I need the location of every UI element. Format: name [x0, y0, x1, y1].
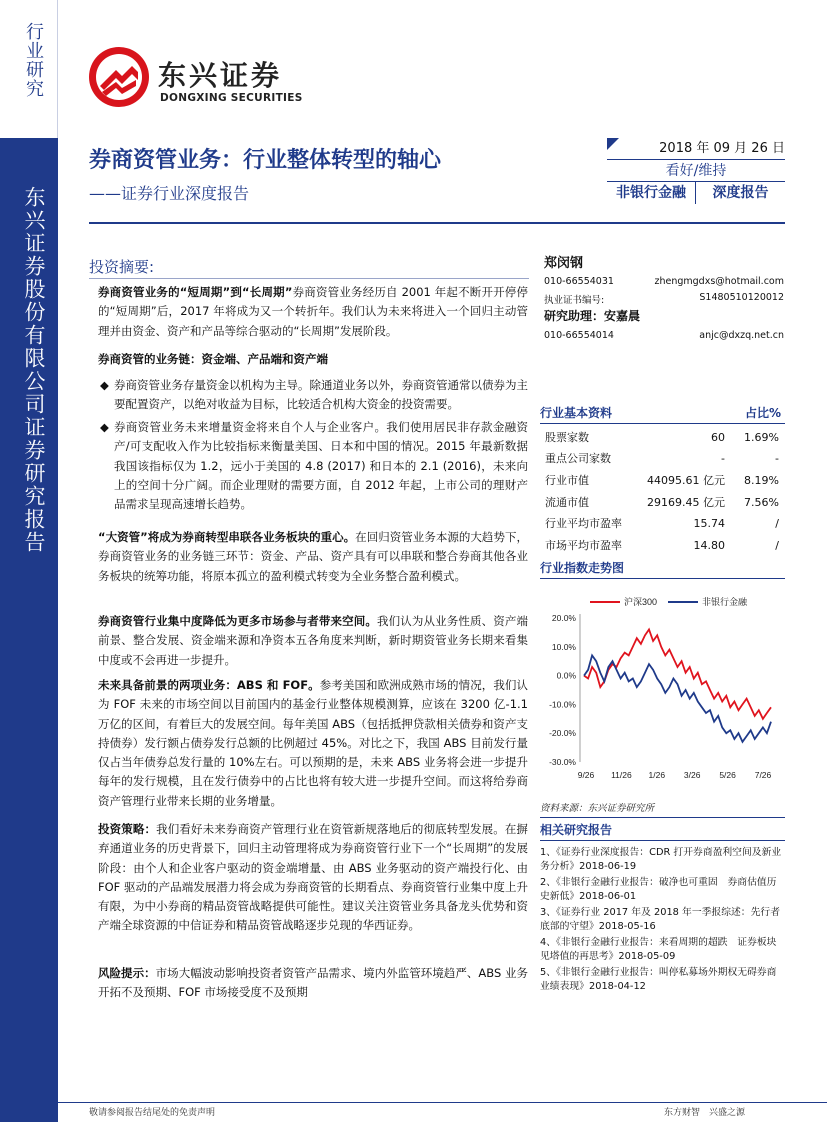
report-info-box	[607, 138, 785, 206]
table-row	[545, 470, 785, 491]
related-report-item[interactable]: 1、《证券行业深度报告：CDR 打开券商盈利空间及新业务分析》2018-06-19	[540, 847, 782, 872]
para-5-text: 参考美国和欧洲成熟市场的情况，我们认为 FOF 未来的市场空间以目前国内的基金行业整体规模测算，应该在 3200 亿-1.1 万亿的区间，有着巨大的发展空间。每年美国 ABS（包括抵押贷款相关债券和资产支持债券）发行额占债券发行总额的比例超过 45%。对比之下，我国 ABS 目前发行量仅占当年债券总发行量的 10%左右。可以预期的是，未来 ABS 业务将会进一步提升每年的发行规模，且在发行债券中的占比也将有较大进一步提升空间。而这将给券商资产管理行业带来长期的业务增量。	[98, 678, 528, 808]
abstract-divider	[89, 278, 529, 279]
abstract-para-2	[98, 350, 528, 369]
row-label: 流通市值	[545, 496, 589, 509]
para-7-bold: 风险提示：	[98, 966, 156, 980]
report-rating: 看好/维持	[607, 160, 785, 182]
related-report-item[interactable]: 3、《证券行业 2017 年及 2018 年一季报综述：先行者底部的守望》2018-05-16	[540, 907, 780, 932]
company-logo	[88, 46, 308, 110]
row-label: 行业平均市盈率	[545, 517, 622, 530]
para-5-bold: 未来具备前景的两项业务：ABS 和 FOF。	[98, 678, 320, 692]
para-4-bold: 券商资管行业集中度降低为更多市场参与者带来空间。	[98, 614, 377, 628]
table-row	[545, 513, 785, 534]
para-6-bold: 投资策略：	[98, 822, 157, 836]
row-label: 行业市值	[545, 474, 589, 487]
analyst-cert-row	[544, 292, 784, 306]
related-report-item[interactable]: 2、《非银行金融行业报告：破净也可重固 券商估值历史新低》2018-06-01	[540, 877, 777, 902]
abstract-heading: 投资摘要:	[89, 258, 155, 276]
abstract-para-6	[98, 820, 528, 936]
index-chart-svg	[540, 590, 785, 790]
y-tick-label: 10.0%	[551, 641, 576, 652]
related-report-item[interactable]: 5、《非银行金融行业报告：叫停私募场外期权无碍券商业绩表现》2018-04-12	[540, 967, 777, 992]
title-divider	[89, 222, 785, 224]
table-row	[545, 448, 785, 469]
logo-name: 东兴证券	[158, 59, 283, 92]
y-tick-label: 0.0%	[556, 670, 576, 681]
abstract-para-3	[98, 528, 528, 586]
row-value: 29169.45 亿元	[647, 496, 725, 509]
row-label: 市场平均市盈率	[545, 539, 622, 552]
basic-info-title	[540, 404, 785, 424]
row-label: 重点公司家数	[545, 452, 611, 465]
y-tick-label: -30.0%	[549, 757, 576, 767]
row-label: 股票家数	[545, 431, 589, 444]
row-pct: /	[775, 517, 779, 530]
row-pct: 7.56%	[744, 496, 779, 509]
abstract-para-4	[98, 612, 528, 670]
assistant-phone: 010-66554014	[544, 330, 614, 341]
basic-info-label: 行业基本资料	[540, 406, 613, 420]
legend-label: 非银行金融	[702, 597, 748, 607]
row-pct: -	[775, 452, 779, 465]
abstract-para-5	[98, 676, 528, 811]
cert-label: 执业证书编号:	[544, 295, 605, 306]
row-pct: /	[775, 539, 779, 552]
report-subtitle: ——证券行业深度报告	[89, 184, 250, 203]
row-value: 14.80	[693, 539, 725, 552]
para-4-text: 我们认为从业务性质、资产端前景、整合发展、资金端来源和净资本五各角度来判断，新时期资管业务长期来看集中度或不会再进一步提升。	[98, 614, 528, 667]
analyst-lead-phone: 010-66554031	[544, 276, 614, 287]
para-1-text: 券商资管业务经历自 2001 年起不断开开停停的“短周期”后，2017 年将成为又一个转折年。我们认为未来将进入一个回归主动管理并由资金、资产和产品等综合驱动的“长周期”发展阶段。	[98, 285, 528, 338]
row-value: 60	[711, 431, 725, 444]
logo-english: DONGXING SECURITIES	[160, 92, 303, 104]
analyst-lead-name: 郑闵钢	[544, 256, 584, 271]
footer-slogan: 东方财智 兴盛之源	[664, 1108, 746, 1118]
sidebar-category-label: 行业研究	[23, 22, 44, 98]
bullet-item-2	[98, 418, 528, 514]
sidebar-company-panel	[0, 138, 58, 1122]
bullet-diamond-icon: ◆	[100, 420, 109, 434]
row-value: -	[721, 452, 725, 465]
table-row	[545, 427, 785, 448]
bullet-diamond-icon: ◆	[100, 378, 109, 392]
chart-source: 资料来源：东兴证券研究所	[540, 800, 785, 818]
related-report-item[interactable]: 4、《非银行金融行业报告：来看周期的超跌 证券板块见塔值的再思考》2018-05-09	[540, 937, 777, 962]
row-pct: 8.19%	[744, 474, 779, 487]
x-tick-label: 3/26	[683, 770, 701, 780]
bullet-1-text: 券商资管业务存量资金以机构为主导。除通道业务以外，券商资管通常以债券为主要配置资产，以绝对收益为目标，比较适合机构大资金的投资需要。	[114, 378, 528, 412]
table-row	[545, 492, 785, 513]
industry-tag: 非银行金融	[607, 182, 696, 204]
logo-emblem-icon	[88, 46, 150, 108]
x-tick-label: 11/26	[611, 770, 632, 780]
footer-divider	[58, 1102, 827, 1103]
row-value: 44095.61 亿元	[647, 474, 725, 487]
para-3-bold: “大资管”将成为券商转型串联各业务板块的重心。	[98, 530, 356, 544]
index-chart-title: 行业指数走势图	[540, 559, 785, 579]
series-line-csi300	[584, 630, 771, 719]
footer-disclaimer: 敬请参阅报告结尾处的免责声明	[89, 1108, 216, 1118]
report-type-tag: 深度报告	[712, 185, 769, 201]
share-pct-header: 占比%	[744, 406, 781, 420]
cert-number: S1480510120012	[699, 292, 784, 303]
related-reports-title: 相关研究报告	[540, 821, 785, 841]
analyst-lead-contact	[544, 276, 784, 287]
legend-label: 沪深300	[624, 597, 658, 607]
para-6-text: 我们看好未来券商资产管理行业在资管新规落地后的彻底转型发展。在摒弃通道业务的历史背景下，回归主动管理将成为券商资管行业下一个“长周期”的发展阶段：由个人和企业客户驱动的资金端增量、由 ABS 业务驱动的资产端投行化、由 FOF 驱动的产品端发展潜力将会成为券商资管的长期看点、券商资管行业集中度上升有限，为中小券商的精品资管战略提供可能性。建议关注资管业务具备龙头优势和资产端全球资源的中信证券和精品资管战略逐步兑现的华西证券。	[98, 822, 528, 933]
table-row	[545, 535, 785, 556]
x-tick-label: 1/26	[648, 770, 666, 780]
para-3-text: 在回归资管业务本源的大趋势下，券商资管业务的业务链三环节：资金、产品、资产具有可以串联和整合券商其他各业务板块的统筹功能，将原本孤立的盈利模式转变为全业务整合盈利模式。	[98, 530, 529, 583]
para-1-bold: 券商资管业务的“短周期”到“长周期”	[98, 285, 293, 299]
x-tick-label: 9/26	[577, 770, 595, 780]
row-pct: 1.69%	[744, 431, 779, 444]
assistant-contact	[544, 330, 784, 341]
index-trend-chart	[540, 590, 785, 790]
abstract-para-7	[98, 964, 528, 1003]
para-7-text: 市场大幅波动影响投资者资管产品需求、境内外监管环境趋严、ABS 业务开拓不及预期、FOF 市场接受度不及预期	[98, 966, 528, 1000]
analyst-lead-email[interactable]: zhengmgdxs@hotmail.com	[654, 276, 784, 287]
sidebar-company-label: 东兴证券股份有限公司证券研究报告	[22, 186, 46, 554]
bullet-item-1	[98, 376, 528, 415]
assistant-email[interactable]: anjc@dxzq.net.cn	[699, 330, 784, 341]
report-date: 2018 年 09 月 26 日	[607, 138, 785, 160]
row-value: 15.74	[693, 517, 725, 530]
report-title: 券商资管业务：行业整体转型的轴心	[89, 148, 442, 173]
y-tick-label: -20.0%	[549, 728, 576, 739]
abstract-para-1	[98, 283, 528, 341]
x-tick-label: 7/26	[754, 770, 772, 780]
x-tick-label: 5/26	[719, 770, 736, 780]
assistant-name: 研究助理：安嘉晨	[544, 309, 641, 323]
bullet-2-text: 券商资管业务未来增量资金将来自个人与企业客户。我们使用居民非存款金融资产/可支配收入作为比较指标来衡量美国、日本和中国的情况。2015 年最新数据我国该指标仅为 1.2，远小于美国的 4.8 (2017) 和日本的 2.1 (2016)，未来向上的空间十分广阔。而企业理财的需要方面，自 2012 年起，上市公司的理财产品需求呈现高速增长趋势。	[114, 420, 528, 512]
y-tick-label: 20.0%	[551, 613, 576, 623]
sidebar-category-panel	[0, 0, 58, 138]
y-tick-label: -10.0%	[549, 699, 576, 710]
para-2-bold: 券商资管的业务链：资金端、产品端和资产端	[98, 352, 328, 366]
